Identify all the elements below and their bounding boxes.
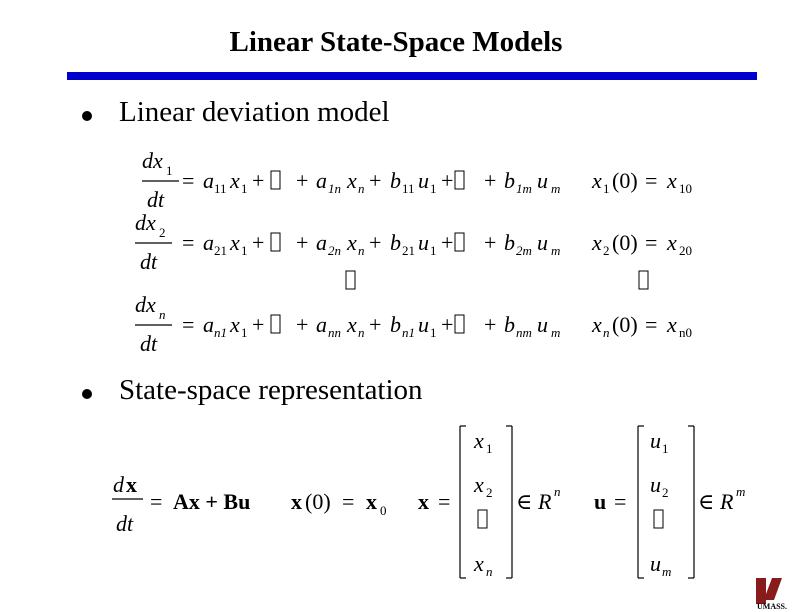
- missing-glyph-box: [455, 233, 464, 251]
- equals-sign: =: [645, 230, 658, 255]
- state-variable: x: [592, 168, 602, 193]
- derivative-denominator: dt: [140, 331, 158, 356]
- vector-entry: x: [474, 428, 484, 453]
- slide-title: Linear State-Space Models: [229, 26, 563, 58]
- input-variable: u: [537, 168, 548, 193]
- vector-entry: u: [650, 428, 661, 453]
- coefficient: b: [504, 312, 515, 337]
- subscript: 1: [430, 325, 437, 340]
- subscript: 1: [241, 243, 248, 258]
- missing-glyph-box: [271, 315, 280, 333]
- plus-sign: +: [441, 168, 454, 193]
- coefficient: a: [203, 168, 214, 193]
- plus-sign: +: [369, 230, 382, 255]
- equation-row: [135, 292, 692, 356]
- logo-mark: [756, 578, 782, 604]
- derivative-numerator: dx: [135, 210, 156, 235]
- missing-glyph-box: [654, 510, 663, 528]
- subscript: 10: [679, 181, 692, 196]
- superscript: m: [736, 484, 746, 499]
- plus-sign: +: [252, 230, 265, 255]
- state-variable: x: [230, 168, 240, 193]
- equals-sign: =: [342, 489, 355, 514]
- subscript: 1: [430, 181, 437, 196]
- subscript: 11: [214, 181, 227, 196]
- subscript: 20: [679, 243, 692, 258]
- equals-sign: =: [182, 168, 195, 193]
- coefficient: a: [316, 168, 327, 193]
- vector-entry: x: [474, 551, 484, 576]
- deviation-equations: [135, 148, 692, 356]
- equals-sign: =: [614, 489, 627, 514]
- missing-glyph-box: [271, 171, 280, 189]
- subscript: m: [551, 243, 561, 258]
- derivative-denominator: dt: [116, 511, 134, 536]
- plus-sign: +: [441, 312, 454, 337]
- input-variable: u: [537, 230, 548, 255]
- coefficient: a: [203, 230, 214, 255]
- coefficient: a: [316, 312, 327, 337]
- logo-text: UMASS.: [756, 602, 788, 610]
- state-vector-symbol: x: [126, 472, 137, 497]
- input-variable: u: [418, 230, 429, 255]
- subscript: 2: [486, 485, 493, 500]
- plus-sign: +: [484, 168, 497, 193]
- subscript: n: [358, 243, 365, 258]
- derivative-numerator: d: [113, 472, 124, 497]
- equation-row: [142, 148, 692, 212]
- equals-sign: =: [645, 168, 658, 193]
- coefficient: b: [390, 312, 401, 337]
- argument: (0): [612, 312, 638, 337]
- state-equation-rhs: Ax + Bu: [173, 489, 251, 514]
- coefficient: b: [504, 230, 515, 255]
- subscript: m: [662, 564, 672, 579]
- initial-state-symbol: x: [366, 489, 377, 514]
- superscript: n: [554, 484, 561, 499]
- plus-sign: +: [252, 168, 265, 193]
- subscript: 21: [402, 243, 415, 258]
- subscript: nn: [328, 325, 341, 340]
- subscript: 2n: [328, 243, 341, 258]
- subscript: n1: [402, 325, 415, 340]
- subscript: 2m: [516, 243, 532, 258]
- initial-value: x: [667, 312, 677, 337]
- state-variable: x: [592, 230, 602, 255]
- element-of-sign: ∈: [516, 489, 533, 514]
- plus-sign: +: [296, 230, 309, 255]
- initial-value: x: [667, 230, 677, 255]
- element-of-sign: ∈: [698, 489, 715, 514]
- bullet-1-text: Linear deviation model: [119, 96, 390, 128]
- x-vector-name: x: [418, 489, 429, 514]
- subscript: 21: [214, 243, 227, 258]
- plus-sign: +: [484, 230, 497, 255]
- input-variable: u: [418, 312, 429, 337]
- state-variable: x: [230, 230, 240, 255]
- subscript: n: [358, 181, 365, 196]
- subscript: 1: [241, 325, 248, 340]
- real-space: R: [720, 489, 734, 514]
- subscript: 2: [662, 485, 669, 500]
- real-space: R: [538, 489, 552, 514]
- coefficient: a: [203, 312, 214, 337]
- u-vector-name: u: [594, 489, 607, 514]
- umass-logo: [752, 570, 792, 610]
- coefficient: b: [504, 168, 515, 193]
- subscript: n: [486, 564, 493, 579]
- state-space-equation: [112, 426, 745, 579]
- subscript: 1: [486, 441, 493, 456]
- subscript: n: [603, 325, 610, 340]
- derivative-numerator: dx: [142, 148, 163, 173]
- missing-glyph-box: [639, 271, 648, 289]
- missing-glyph-box: [478, 510, 487, 528]
- bullet-2-text: State-space representation: [119, 374, 423, 406]
- subscript: n: [358, 325, 365, 340]
- missing-glyph-box: [346, 271, 355, 289]
- state-variable: x: [592, 312, 602, 337]
- vector-entry: x: [474, 472, 484, 497]
- subscript: 1: [166, 163, 173, 178]
- input-variable: u: [418, 168, 429, 193]
- state-variable: x: [347, 312, 357, 337]
- subscript: 1: [241, 181, 248, 196]
- equals-sign: =: [182, 230, 195, 255]
- subscript: 2: [159, 225, 166, 240]
- coefficient: a: [316, 230, 327, 255]
- subscript: 1: [662, 441, 669, 456]
- state-vector-symbol: x: [291, 489, 302, 514]
- derivative-numerator: dx: [135, 292, 156, 317]
- coefficient: b: [390, 168, 401, 193]
- state-variable: x: [230, 312, 240, 337]
- coefficient: b: [390, 230, 401, 255]
- plus-sign: +: [296, 312, 309, 337]
- missing-glyph-box: [455, 315, 464, 333]
- vector-entry: u: [650, 551, 661, 576]
- plus-sign: +: [369, 312, 382, 337]
- subscript: m: [551, 181, 561, 196]
- derivative-denominator: dt: [147, 187, 165, 212]
- argument: (0): [612, 168, 638, 193]
- subscript: 11: [402, 181, 415, 196]
- equals-sign: =: [438, 489, 451, 514]
- subscript: n: [159, 307, 166, 322]
- plus-sign: +: [484, 312, 497, 337]
- state-variable: x: [347, 230, 357, 255]
- plus-sign: +: [296, 168, 309, 193]
- subscript: 2: [603, 243, 610, 258]
- subscript: 1: [603, 181, 610, 196]
- input-variable: u: [537, 312, 548, 337]
- plus-sign: +: [441, 230, 454, 255]
- subscript: 0: [380, 503, 387, 518]
- subscript: nm: [516, 325, 532, 340]
- subscript: n0: [679, 325, 692, 340]
- plus-sign: +: [369, 168, 382, 193]
- subscript: 1: [430, 243, 437, 258]
- argument: (0): [612, 230, 638, 255]
- subscript: 1m: [516, 181, 532, 196]
- equation-row: [135, 210, 692, 274]
- missing-glyph-box: [271, 233, 280, 251]
- state-variable: x: [347, 168, 357, 193]
- subscript: n1: [214, 325, 227, 340]
- vector-entry: u: [650, 472, 661, 497]
- equals-sign: =: [645, 312, 658, 337]
- derivative-denominator: dt: [140, 249, 158, 274]
- equals-sign: =: [182, 312, 195, 337]
- initial-value: x: [667, 168, 677, 193]
- missing-glyph-box: [455, 171, 464, 189]
- subscript: m: [551, 325, 561, 340]
- argument: (0): [305, 489, 331, 514]
- subscript: 1n: [328, 181, 341, 196]
- equals-sign: =: [150, 489, 163, 514]
- plus-sign: +: [252, 312, 265, 337]
